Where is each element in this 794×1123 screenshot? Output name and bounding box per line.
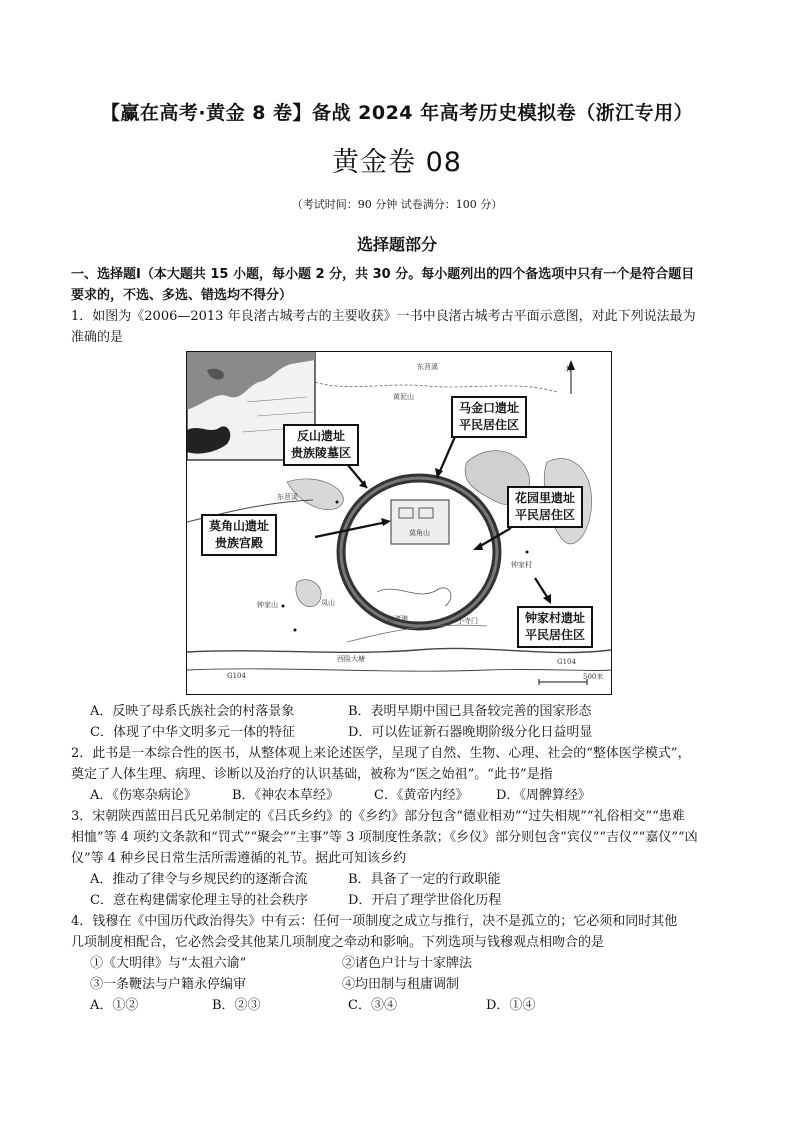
q3-stem-line-2: 相恤”等 4 项约文条款和“罚式”“聚会”“主事”等 3 项制度性条款；《乡仪》部分则包含“宾仪”“吉仪”“嘉仪”“凶 <box>71 830 698 845</box>
callout-fanshan <box>283 424 359 466</box>
q3-stem-line-1: 3．宋朝陕西蓝田吕氏兄弟制定的《吕氏乡约》的《乡约》部分包含“德业相劝”“过失相规”“礼俗相交”“患难 <box>71 809 685 824</box>
inner-stream <box>377 588 451 606</box>
road-g104 <box>187 648 611 652</box>
exam-info: （考试时间：90 分钟 试卷满分：100 分） <box>291 198 503 211</box>
q2-stem-line-2: 奠定了人体生理、病理、诊断以及治疗的认识基础，被称为“医之始祖”。“此书”是指 <box>71 767 553 782</box>
label-mojiaoshan: 莫角山 <box>409 529 430 537</box>
q2-option-c: C．《黄帝内经》 <box>374 788 469 803</box>
q4-item-2: ②诸色户计与十家牌法 <box>342 956 473 971</box>
village-dot <box>282 605 285 608</box>
q3-stem-line-3: 仪”等 4 种乡民日常生活所需遵循的礼节。据此可知该乡约 <box>71 851 407 866</box>
callout-huayuanli-line-1: 花园里遗址 <box>515 491 576 505</box>
q3-option-b: B．具备了一定的行政职能 <box>348 872 501 887</box>
callout-majinkou-line-2: 平民居住区 <box>459 418 520 432</box>
label-g104: G104 <box>557 658 576 666</box>
dike-line <box>347 625 487 642</box>
label-zhongjiashan: 钟家山 <box>257 601 278 609</box>
label-dongtiaoxi: 东苕溪 <box>417 363 438 371</box>
q4-option-a: A．①② <box>90 998 139 1013</box>
arrow-huayuanli-head <box>473 542 483 550</box>
q1-option-a: A．反映了母系氏族社会的村落景象 <box>90 704 295 719</box>
q4-item-1: ①《大明律》与“太祖六谕” <box>90 956 247 971</box>
label-dongtiaoxi-2: 东苕溪 <box>277 493 298 501</box>
q4-option-b: B．②③ <box>212 998 261 1013</box>
q1-option-b: B．表明早期中国已具备较完善的国家形态 <box>348 704 592 719</box>
river-line-north <box>315 382 557 392</box>
village-dot <box>336 501 339 504</box>
q4-stem-line-1: 4．钱穆在《中国历代政治得失》中有云：任何一项制度之成立与推行，决不是孤立的；它必须和同时其他 <box>71 914 678 929</box>
sub-title: 黄金卷 08 <box>332 147 462 178</box>
label-scale: 500米 <box>583 673 604 681</box>
q4-item-4: ④均田制与租庸调制 <box>342 977 460 992</box>
label-xiaomamen: 小寺门 <box>457 617 478 625</box>
q1-option-c: C．体现了中华文明多元一体的特征 <box>90 725 295 740</box>
q4-item-3: ③一条鞭法与户籍永停编审 <box>90 977 247 992</box>
q3-option-c: C．意在构建儒家伦理主导的社会秩序 <box>90 893 308 908</box>
callout-huayuanli-line-2: 平民居住区 <box>515 508 576 522</box>
southwest-hill <box>296 580 321 607</box>
q3-option-a: A．推动了律令与乡规民约的逐渐合流 <box>90 872 308 887</box>
q1-stem-line-1: 1．如图为《2006—2013 年良渚古城考古的主要收获》一书中良渚古城考古平面示意图，对此下列说法最为 <box>71 309 696 324</box>
q4-option-d: D．①④ <box>486 998 536 1013</box>
q2-stem-line-1: 2．此书是一本综合性的医书，从整体观上来论述医学，呈现了自然、生物、心理、社会的“整体医学模式”， <box>71 746 691 761</box>
label-g104b: G104 <box>227 672 246 680</box>
road-south <box>187 669 611 671</box>
callout-majinkou <box>451 396 527 438</box>
section-title: 选择题部分 <box>356 235 437 254</box>
q1-stem-line-2: 准确的是 <box>71 330 124 345</box>
callout-zhongjiacun-line-2: 平民居住区 <box>525 628 586 642</box>
label-liangzhugang: 良渚港 <box>387 615 408 623</box>
q2-option-b: B．《神农本草经》 <box>232 788 340 803</box>
arrow-mojiaoshan-head <box>381 518 391 526</box>
main-title: 【赢在高考·黄金 8 卷】备战 2024 年高考历史模拟卷（浙江专用） <box>100 102 694 124</box>
callout-fanshan-line-2: 贵族陵墓区 <box>291 446 352 460</box>
callout-zhongjiacun <box>517 606 593 648</box>
instructions-line-2: 要求的，不选、多选、错选均不得分） <box>71 288 293 303</box>
q4-option-c: C．③④ <box>348 998 397 1013</box>
callout-mojiaoshan <box>201 514 277 556</box>
callout-majinkou-line-1: 马金口遗址 <box>459 401 520 415</box>
label-xixiandatang: 西险大塘 <box>337 655 365 663</box>
label-fengshan: 凤山 <box>321 599 335 607</box>
q3-option-d: D．开启了理学世俗化历程 <box>348 893 502 908</box>
village-dot <box>526 551 529 554</box>
instructions-line-1: 一、选择题Ⅰ（本大题共 15 小题，每小题 2 分，共 30 分。每小题列出的四个备选项中只有一个是符合题目 <box>71 267 695 282</box>
label-zhongjiacun: 钟家村 <box>511 561 532 569</box>
label-north: 北 <box>565 365 572 373</box>
village-dot <box>294 629 297 632</box>
q1-option-d: D．可以佐证新石器晚期阶级分化日益明显 <box>348 725 593 740</box>
callout-mojiaoshan-line-1: 莫角山遗址 <box>209 519 270 533</box>
liangzhu-map-figure <box>186 351 612 695</box>
label-huangshan: 黄泥山 <box>393 393 414 401</box>
callout-zhongjiacun-line-1: 钟家村遗址 <box>525 611 586 625</box>
callout-fanshan-line-1: 反山遗址 <box>297 429 346 443</box>
scale-bar <box>539 679 587 685</box>
callout-mojiaoshan-line-2: 贵族宫殿 <box>215 536 264 550</box>
q4-stem-line-2: 几项制度相配合，它必然会受其他某几项制度之牵动和影响。下列选项与钱穆观点相吻合的是 <box>71 935 605 950</box>
q2-option-d: D．《周髀算经》 <box>496 788 591 803</box>
callout-huayuanli <box>507 486 583 528</box>
q2-option-a: A．《伤寒杂病论》 <box>90 788 197 803</box>
